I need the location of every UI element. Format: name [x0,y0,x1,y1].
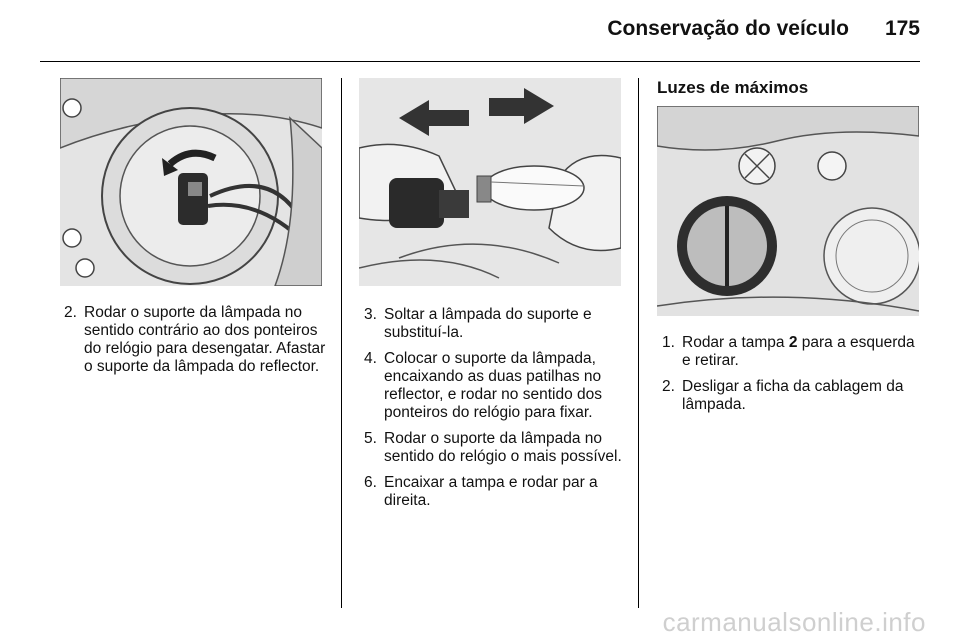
step-number: 2. [64,304,77,321]
bulb-replacement-illustration [359,78,621,286]
watermark: carmanualsonline.info [662,607,926,637]
high-beam-cover-illustration [657,106,919,316]
step-number: 3. [364,306,377,323]
instruction-list [662,334,924,422]
list-item [662,378,924,414]
instruction-list [364,306,624,518]
step-number: 6. [364,474,377,491]
list-item [364,474,624,510]
step-text-part: 2 [788,334,798,351]
step-number: 2. [662,378,675,395]
step-text [682,334,924,370]
bulb-holder-illustration [60,78,322,286]
step-text: Rodar o suporte da lâmpada no sentido do relógio o mais possível. [384,430,622,465]
step-text-part: Rodar a tampa [682,334,789,351]
step-number: 4. [364,350,377,367]
instruction-list [64,304,326,384]
page-number: 175 [884,17,920,40]
step-text: Rodar o suporte da lâmpada no sentido contrário ao dos ponteiros do relógio para desengatar. Afastar o suporte da lâmpada do reflector. [84,304,326,375]
step-text: Colocar o suporte da lâmpada, encaixando as duas patilhas no reflector, e rodar no sentido dos ponteiros do relógio para fixar. [384,350,602,421]
list-item [364,350,624,422]
step-text: Soltar a lâmpada do suporte e substituí-la. [384,306,592,341]
list-item [662,334,924,370]
section-title: Conservação do veículo [607,17,849,40]
step-number: 5. [364,430,377,447]
column-divider [341,78,342,608]
section-heading: Luzes de máximos [657,78,809,97]
list-item [64,304,326,376]
header-rule [40,61,920,62]
page-header [607,12,920,46]
column-divider [638,78,639,608]
step-text-part: Desligar a ficha da cablagem da lâmpada. [682,378,904,413]
list-item [364,430,624,466]
step-number: 1. [662,334,675,351]
list-item [364,306,624,342]
step-text [682,378,924,414]
step-text: Encaixar a tampa e rodar par a direita. [384,474,598,509]
step-text-part: para a esquerda e retirar. [682,334,915,369]
